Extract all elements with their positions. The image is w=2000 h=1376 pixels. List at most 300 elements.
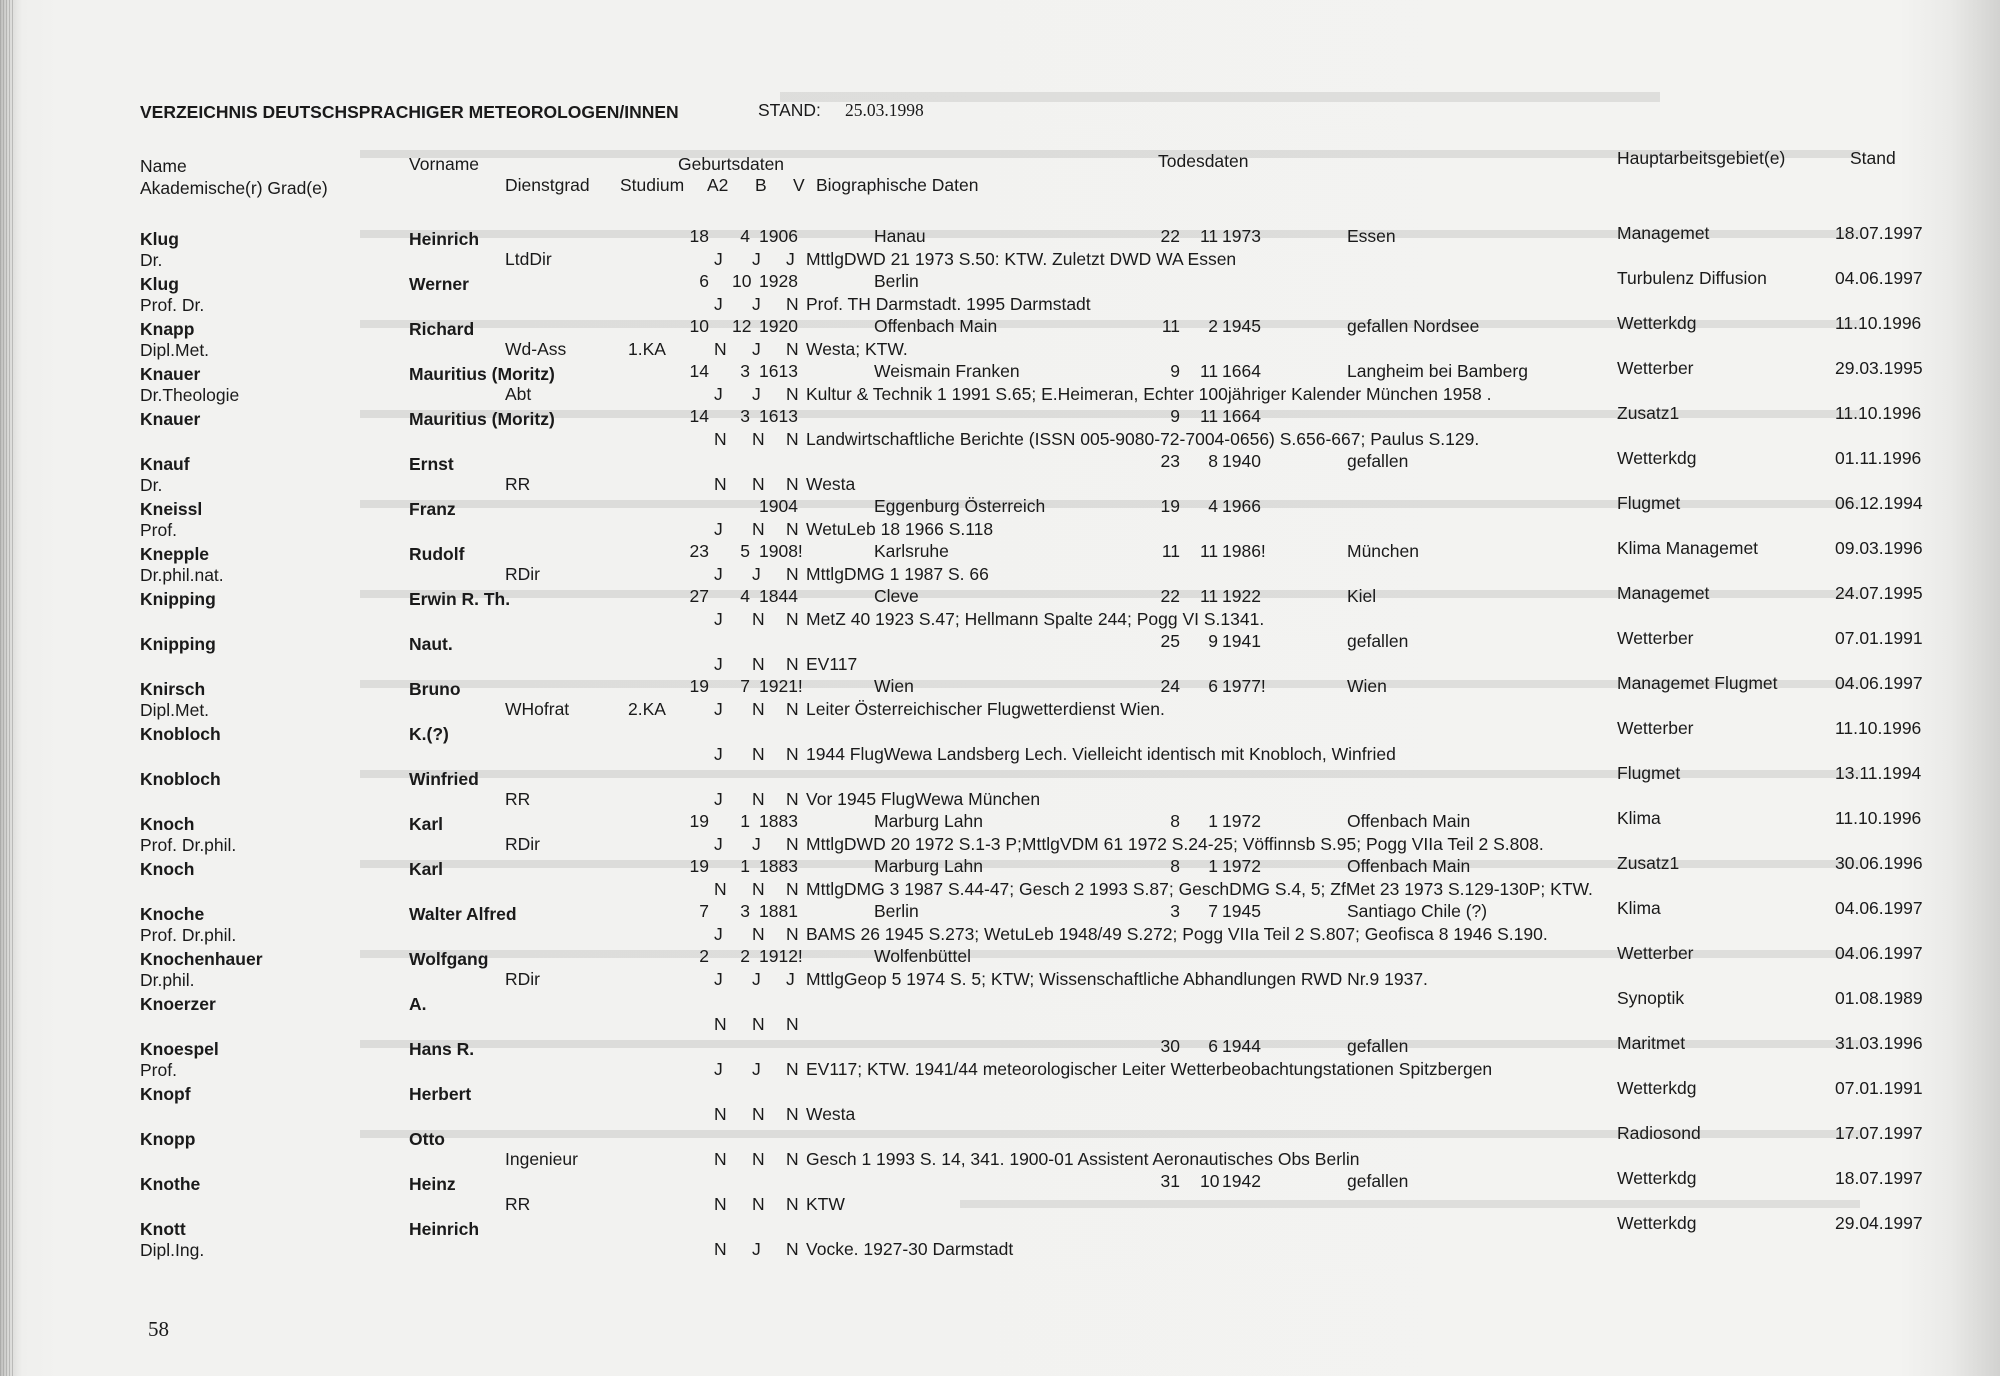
entry-tod-y: 1922 (1222, 586, 1261, 606)
entry-v: N (786, 834, 799, 854)
entry-tod-ort: Kiel (1347, 586, 1377, 606)
entry-tod-y: 1945 (1222, 901, 1261, 921)
entry-gebiet: Radiosond (1617, 1123, 1701, 1143)
entry-v: N (786, 1014, 799, 1034)
entry-vorname: Heinrich (409, 229, 480, 249)
entry-bio: MttlgDMG 1 1987 S. 66 (806, 564, 989, 584)
entry-b: N (752, 1014, 765, 1034)
entry-a2: N (714, 1104, 727, 1124)
entry-geb-m: 2 (740, 946, 750, 966)
entry-gebiet: Wetterber (1617, 943, 1694, 963)
entry-geb-d: 14 (689, 361, 709, 381)
entry-bio: Westa; KTW. (806, 339, 908, 359)
entry-v: N (786, 474, 799, 494)
entry-a2: J (714, 1059, 723, 1079)
entry-stand: 06.12.1994 (1835, 493, 1923, 513)
entry-vorname: Karl (409, 814, 444, 834)
entry-bio: EV117; KTW. 1941/44 meteorologischer Leiter Wetterbeobachtungstationen Spitzbergen (806, 1059, 1493, 1079)
entry-tod-m: 9 (1208, 631, 1218, 651)
entry-b: J (752, 1059, 761, 1079)
entry-v: N (786, 564, 799, 584)
entry-geb-ort: Offenbach Main (874, 316, 998, 336)
entry-stand: 17.07.1997 (1835, 1123, 1923, 1143)
entry-bio: Kultur & Technik 1 1991 S.65; E.Heimeran, Echter 100jähriger Kalender München 1958 . (806, 384, 1492, 404)
entry-tod-y: 1664 (1222, 406, 1261, 426)
entry-bio: MttlgDWD 21 1973 S.50: KTW. Zuletzt DWD WA Essen (806, 249, 1237, 269)
entry-v: N (786, 1149, 799, 1169)
entry-vorname: Winfried (409, 769, 479, 789)
entry-bio: EV117 (806, 654, 858, 674)
entry-a2: N (714, 339, 727, 359)
entry-tod-d: 23 (1160, 451, 1180, 471)
entry-tod-d: 22 (1160, 226, 1180, 246)
entry-geb-ort: Karlsruhe (874, 541, 949, 561)
col-v: V (793, 175, 805, 195)
entry-a2: N (714, 474, 727, 494)
entry-tod-y: 1986! (1222, 541, 1266, 561)
entry-gebiet: Wetterkdg (1617, 448, 1697, 468)
entry-bio: Westa (806, 1104, 856, 1124)
entry-tod-m: 11 (1200, 361, 1219, 381)
entry-vorname: Bruno (409, 679, 461, 699)
entry-bio: Westa (806, 474, 856, 494)
entry-geb-m: 1 (740, 856, 750, 876)
entry-vorname: Werner (409, 274, 469, 294)
entry-tod-m: 11 (1200, 406, 1219, 426)
entry-stand: 24.07.1995 (1835, 583, 1923, 603)
entry-bio: MttlgDMG 3 1987 S.44-47; Gesch 2 1993 S.87; GeschDMG S.4, 5; ZfMet 23 1973 S.129-130P; KTW. (806, 879, 1593, 899)
entry-tod-y: 1966 (1222, 496, 1261, 516)
entry-tod-m: 6 (1208, 1036, 1218, 1056)
entry-tod-ort: Wien (1347, 676, 1387, 696)
entry-a2: N (714, 1194, 727, 1214)
entry-a2: J (714, 249, 723, 269)
entry-vorname: Otto (409, 1129, 445, 1149)
entry-b: N (752, 789, 765, 809)
col-geburtsdaten: Geburtsdaten (678, 154, 785, 174)
entry-bio: 1944 FlugWewa Landsberg Lech. Vielleicht identisch mit Knobloch, Winfried (806, 744, 1396, 764)
entry-name: Knothe (140, 1174, 201, 1194)
entry-b: N (752, 924, 765, 944)
entry-tod-y: 1972 (1222, 811, 1261, 831)
entry-dienst: RDir (505, 564, 540, 584)
entry-dienst: Ingenieur (505, 1149, 578, 1169)
entry-b: J (752, 834, 761, 854)
entry-b: N (752, 879, 765, 899)
entry-grad: Prof. Dr.phil. (140, 835, 237, 855)
entry-stand: 07.01.1991 (1835, 1078, 1923, 1098)
entry-b: J (752, 339, 761, 359)
entry-dienst: Abt (505, 384, 532, 404)
entry-gebiet: Wetterkdg (1617, 1078, 1697, 1098)
entry-gebiet: Wetterkdg (1617, 1168, 1697, 1188)
entry-stand: 07.01.1991 (1835, 628, 1923, 648)
entry-tod-y: 1972 (1222, 856, 1261, 876)
entry-name: Knauer (140, 364, 201, 384)
entry-tod-m: 7 (1208, 901, 1218, 921)
entry-gebiet: Zusatz1 (1617, 853, 1680, 873)
entry-name: Knopp (140, 1129, 196, 1149)
entry-geb-d: 19 (689, 811, 709, 831)
entry-b: J (752, 384, 761, 404)
entry-vorname: Hans R. (409, 1039, 475, 1059)
entry-grad: Prof. (140, 1060, 177, 1080)
entry-grad: Prof. Dr. (140, 295, 205, 315)
entry-geb-y: 1844 (759, 586, 798, 606)
entry-a2: J (714, 924, 723, 944)
entry-bio: Vocke. 1927-30 Darmstadt (806, 1239, 1014, 1259)
entry-name: Knapp (140, 319, 195, 339)
entry-tod-ort: Santiago Chile (?) (1347, 901, 1488, 921)
entry-v: J (786, 249, 795, 269)
entry-studium: 2.KA (628, 699, 666, 719)
entry-gebiet: Synoptik (1617, 988, 1685, 1008)
entry-a2: N (714, 879, 727, 899)
entry-vorname: Ernst (409, 454, 454, 474)
entry-geb-d: 14 (689, 406, 709, 426)
entry-tod-m: 11 (1200, 226, 1219, 246)
entry-geb-m: 5 (740, 541, 750, 561)
entry-a2: J (714, 384, 723, 404)
entry-bio: Landwirtschaftliche Berichte (ISSN 005-9080-72-7004-0656) S.656-667; Paulus S.129. (806, 429, 1480, 449)
entry-a2: J (714, 699, 723, 719)
entry-tod-d: 22 (1160, 586, 1180, 606)
entry-grad: Dipl.Met. (140, 340, 210, 360)
col-b: B (755, 175, 767, 195)
entry-name: Knoch (140, 814, 195, 834)
entry-geb-ort: Wolfenbüttel (874, 946, 971, 966)
entry-name: Knobloch (140, 724, 221, 744)
entry-stand: 11.10.1996 (1835, 403, 1922, 423)
entry-tod-d: 19 (1160, 496, 1180, 516)
entry-v: N (786, 699, 799, 719)
entry-vorname: Heinz (409, 1174, 456, 1194)
entry-tod-m: 8 (1208, 451, 1218, 471)
entry-dienst: WHofrat (505, 699, 570, 719)
entry-v: N (786, 1194, 799, 1214)
entry-grad: Prof. Dr.phil. (140, 925, 237, 945)
entry-geb-ort: Wien (874, 676, 914, 696)
col-vorname: Vorname (409, 154, 480, 174)
entry-gebiet: Wetterber (1617, 358, 1694, 378)
entry-geb-y: 1928 (759, 271, 798, 291)
entry-geb-d: 2 (699, 946, 709, 966)
entry-gebiet: Managemet Flugmet (1617, 673, 1778, 693)
entry-bio: WetuLeb 18 1966 S.118 (806, 519, 994, 539)
entry-tod-m: 11 (1200, 586, 1219, 606)
entry-v: N (786, 1104, 799, 1124)
entry-name: Knoerzer (140, 994, 216, 1014)
entry-geb-d: 10 (689, 316, 709, 336)
entry-b: J (752, 969, 761, 989)
entry-tod-d: 11 (1161, 316, 1180, 336)
entry-a2: J (714, 789, 723, 809)
entry-gebiet: Wetterkdg (1617, 313, 1697, 333)
entry-tod-d: 9 (1170, 406, 1180, 426)
entry-stand: 31.03.1996 (1835, 1033, 1923, 1053)
entry-tod-d: 25 (1160, 631, 1180, 651)
entry-v: N (786, 789, 799, 809)
entry-v: N (786, 339, 799, 359)
entry-name: Knoespel (140, 1039, 219, 1059)
entry-geb-y: 1906 (759, 226, 798, 246)
entry-tod-y: 1973 (1222, 226, 1261, 246)
entry-name: Klug (140, 274, 179, 294)
entry-stand: 01.11.1996 (1835, 448, 1922, 468)
entry-v: N (786, 609, 799, 629)
entry-gebiet: Zusatz1 (1617, 403, 1680, 423)
entry-grad: Prof. (140, 520, 177, 540)
entry-bio: Leiter Österreichischer Flugwetterdienst Wien. (806, 699, 1165, 719)
entry-stand: 04.06.1997 (1835, 898, 1923, 918)
entry-geb-m: 4 (740, 586, 750, 606)
entry-tod-y: 1977! (1222, 676, 1266, 696)
entry-b: N (752, 654, 765, 674)
entry-v: J (786, 969, 795, 989)
entry-a2: J (714, 294, 723, 314)
entry-tod-ort: Essen (1347, 226, 1396, 246)
entry-a2: N (714, 1239, 727, 1259)
entry-geb-m: 4 (740, 226, 750, 246)
entry-v: N (786, 924, 799, 944)
entry-dienst: RR (505, 474, 531, 494)
entry-bio: KTW (806, 1194, 845, 1214)
entry-stand: 09.03.1996 (1835, 538, 1923, 558)
entry-vorname: Mauritius (Moritz) (409, 364, 555, 384)
entry-grad: Dr. (140, 250, 163, 270)
entry-gebiet: Managemet (1617, 583, 1710, 603)
entry-geb-y: 1883 (759, 811, 798, 831)
entry-gebiet: Klima (1617, 898, 1661, 918)
entry-tod-ort: Offenbach Main (1347, 811, 1471, 831)
entry-name: Knauf (140, 454, 190, 474)
entry-tod-m: 10 (1200, 1171, 1220, 1191)
col-dienstgrad: Dienstgrad (505, 175, 590, 195)
entry-gebiet: Klima (1617, 808, 1661, 828)
entry-stand: 01.08.1989 (1835, 988, 1923, 1008)
entry-b: N (752, 1149, 765, 1169)
entry-vorname: Naut. (409, 634, 453, 654)
entry-bio: Gesch 1 1993 S. 14, 341. 1900-01 Assistent Aeronautisches Obs Berlin (806, 1149, 1360, 1169)
entry-name: Knipping (140, 634, 216, 654)
entry-a2: J (714, 519, 723, 539)
entry-bio: MetZ 40 1923 S.47; Hellmann Spalte 244; Pogg VI S.1341. (806, 609, 1265, 629)
entry-dienst: RDir (505, 969, 540, 989)
entry-tod-d: 24 (1160, 676, 1180, 696)
entry-b: N (752, 744, 765, 764)
entry-b: N (752, 429, 765, 449)
entry-b: J (752, 249, 761, 269)
entry-stand: 04.06.1997 (1835, 268, 1923, 288)
entry-stand: 13.11.1994 (1835, 763, 1922, 783)
entry-name: Knirsch (140, 679, 206, 699)
entry-name: Knauer (140, 409, 201, 429)
entry-stand: 30.06.1996 (1835, 853, 1923, 873)
entry-vorname: K.(?) (409, 724, 449, 744)
entry-tod-d: 3 (1170, 901, 1180, 921)
entry-geb-m: 3 (740, 361, 750, 381)
entry-name: Knoche (140, 904, 205, 924)
entry-tod-ort: München (1347, 541, 1419, 561)
entry-a2: J (714, 654, 723, 674)
entry-gebiet: Turbulenz Diffusion (1617, 268, 1767, 288)
entry-vorname: Wolfgang (409, 949, 489, 969)
entry-gebiet: Flugmet (1617, 763, 1681, 783)
entry-tod-ort: gefallen (1347, 451, 1409, 471)
entry-b: J (752, 294, 761, 314)
entry-bio: MttlgGeop 5 1974 S. 5; KTW; Wissenschaftliche Abhandlungen RWD Nr.9 1937. (806, 969, 1428, 989)
entry-vorname: Franz (409, 499, 456, 519)
entry-geb-m: 1 (740, 811, 750, 831)
entry-geb-m: 3 (740, 406, 750, 426)
entry-a2: N (714, 1014, 727, 1034)
entry-v: N (786, 1239, 799, 1259)
entry-stand: 04.06.1997 (1835, 943, 1923, 963)
entry-v: N (786, 294, 799, 314)
col-academic: Akademische(r) Grad(e) (140, 178, 328, 198)
entry-b: N (752, 609, 765, 629)
entry-tod-m: 6 (1208, 676, 1218, 696)
entry-geb-y: 1908! (759, 541, 803, 561)
entry-tod-d: 8 (1170, 856, 1180, 876)
entry-a2: N (714, 1149, 727, 1169)
entry-gebiet: Wetterkdg (1617, 1213, 1697, 1233)
entry-gebiet: Wetterber (1617, 718, 1694, 738)
entry-geb-d: 23 (689, 541, 709, 561)
entry-a2: J (714, 744, 723, 764)
entry-tod-ort: gefallen (1347, 631, 1409, 651)
entry-name: Kneissl (140, 499, 203, 519)
entry-vorname: Herbert (409, 1084, 472, 1104)
entry-dienst: RR (505, 1194, 531, 1214)
entry-v: N (786, 879, 799, 899)
entry-stand: 04.06.1997 (1835, 673, 1923, 693)
entry-bio: Vor 1945 FlugWewa München (806, 789, 1041, 809)
col-a2: A2 (707, 175, 729, 195)
entry-geb-m: 3 (740, 901, 750, 921)
entry-name: Knipping (140, 589, 216, 609)
col-name: Name (140, 156, 187, 176)
entry-geb-m: 7 (740, 676, 750, 696)
col-studium: Studium (620, 175, 685, 195)
entry-vorname: Richard (409, 319, 475, 339)
entry-tod-m: 4 (1208, 496, 1218, 516)
entry-tod-ort: gefallen Nordsee (1347, 316, 1480, 336)
col-bio: Biographische Daten (816, 175, 979, 195)
entry-studium: 1.KA (628, 339, 666, 359)
entry-v: N (786, 654, 799, 674)
entry-geb-y: 1613 (759, 406, 798, 426)
entry-tod-y: 1945 (1222, 316, 1261, 336)
entry-v: N (786, 1059, 799, 1079)
entry-geb-d: 19 (689, 676, 709, 696)
entry-bio: MttlgDWD 20 1972 S.1-3 P;MttlgVDM 61 1972 S.24-25; Vöffinnsb S.95; Pogg VIIa Teil 2 S.808. (806, 834, 1544, 854)
entry-geb-m: 10 (732, 271, 752, 291)
entry-vorname: A. (409, 994, 427, 1014)
entry-geb-m: 12 (732, 316, 752, 336)
entry-geb-y: 1921! (759, 676, 803, 696)
entry-stand: 29.03.1995 (1835, 358, 1923, 378)
entry-geb-d: 27 (689, 586, 709, 606)
entry-geb-y: 1883 (759, 856, 798, 876)
entry-gebiet: Managemet (1617, 223, 1710, 243)
entry-vorname: Karl (409, 859, 444, 879)
entry-stand: 11.10.1996 (1835, 718, 1922, 738)
entry-b: N (752, 1104, 765, 1124)
entry-tod-d: 31 (1160, 1171, 1180, 1191)
entry-name: Knott (140, 1219, 186, 1239)
stand-date: 25.03.1998 (845, 100, 924, 120)
entry-name: Knepple (140, 544, 210, 564)
entry-name: Knopf (140, 1084, 191, 1104)
entry-name: Klug (140, 229, 179, 249)
entry-geb-d: 6 (699, 271, 709, 291)
entry-b: J (752, 564, 761, 584)
stand-label: STAND: (758, 100, 821, 120)
entry-tod-d: 30 (1160, 1036, 1180, 1056)
entry-a2: J (714, 969, 723, 989)
entry-a2: J (714, 609, 723, 629)
entry-geb-ort: Eggenburg Österreich (874, 496, 1046, 516)
entry-dienst: Wd-Ass (505, 339, 567, 359)
entry-geb-y: 1920 (759, 316, 798, 336)
col-haupt: Hauptarbeitsgebiet(e) (1617, 148, 1786, 168)
entry-tod-d: 9 (1170, 361, 1180, 381)
entry-bio: BAMS 26 1945 S.273; WetuLeb 1948/49 S.272; Pogg VIIa Teil 2 S.807; Geofisca 8 1946 S.190. (806, 924, 1548, 944)
entry-geb-y: 1881 (759, 901, 798, 921)
entry-tod-ort: Langheim bei Bamberg (1347, 361, 1528, 381)
entry-stand: 18.07.1997 (1835, 223, 1923, 243)
entry-gebiet: Flugmet (1617, 493, 1681, 513)
entry-tod-y: 1942 (1222, 1171, 1261, 1191)
entry-tod-ort: Offenbach Main (1347, 856, 1471, 876)
entry-vorname: Heinrich (409, 1219, 480, 1239)
entry-vorname: Walter Alfred (409, 904, 517, 924)
entry-vorname: Erwin R. Th. (409, 589, 511, 609)
entry-geb-y: 1912! (759, 946, 803, 966)
entry-a2: N (714, 429, 727, 449)
entry-b: J (752, 1239, 761, 1259)
entry-v: N (786, 519, 799, 539)
entry-geb-ort: Cleve (874, 586, 919, 606)
entry-geb-ort: Marburg Lahn (874, 856, 983, 876)
entry-geb-ort: Berlin (874, 271, 919, 291)
entry-dienst: RDir (505, 834, 540, 854)
entry-b: N (752, 1194, 765, 1214)
entry-gebiet: Wetterber (1617, 628, 1694, 648)
entry-vorname: Mauritius (Moritz) (409, 409, 555, 429)
entry-b: N (752, 519, 765, 539)
page-edge (0, 0, 14, 1376)
entry-grad: Dr. (140, 475, 163, 495)
col-stand: Stand (1850, 148, 1896, 168)
entry-stand: 11.10.1996 (1835, 313, 1922, 333)
entry-tod-y: 1944 (1222, 1036, 1261, 1056)
entry-tod-y: 1940 (1222, 451, 1261, 471)
entry-geb-y: 1613 (759, 361, 798, 381)
entry-a2: J (714, 564, 723, 584)
entry-tod-d: 11 (1161, 541, 1180, 561)
entry-dienst: RR (505, 789, 531, 809)
entry-tod-y: 1664 (1222, 361, 1261, 381)
entry-name: Knoch (140, 859, 195, 879)
entry-geb-ort: Berlin (874, 901, 919, 921)
entry-stand: 18.07.1997 (1835, 1168, 1923, 1188)
entry-grad: Dipl.Met. (140, 700, 210, 720)
document-title: VERZEICHNIS DEUTSCHSPRACHIGER METEOROLOGEN/INNEN (140, 102, 679, 122)
entry-b: N (752, 699, 765, 719)
entry-b: N (752, 474, 765, 494)
